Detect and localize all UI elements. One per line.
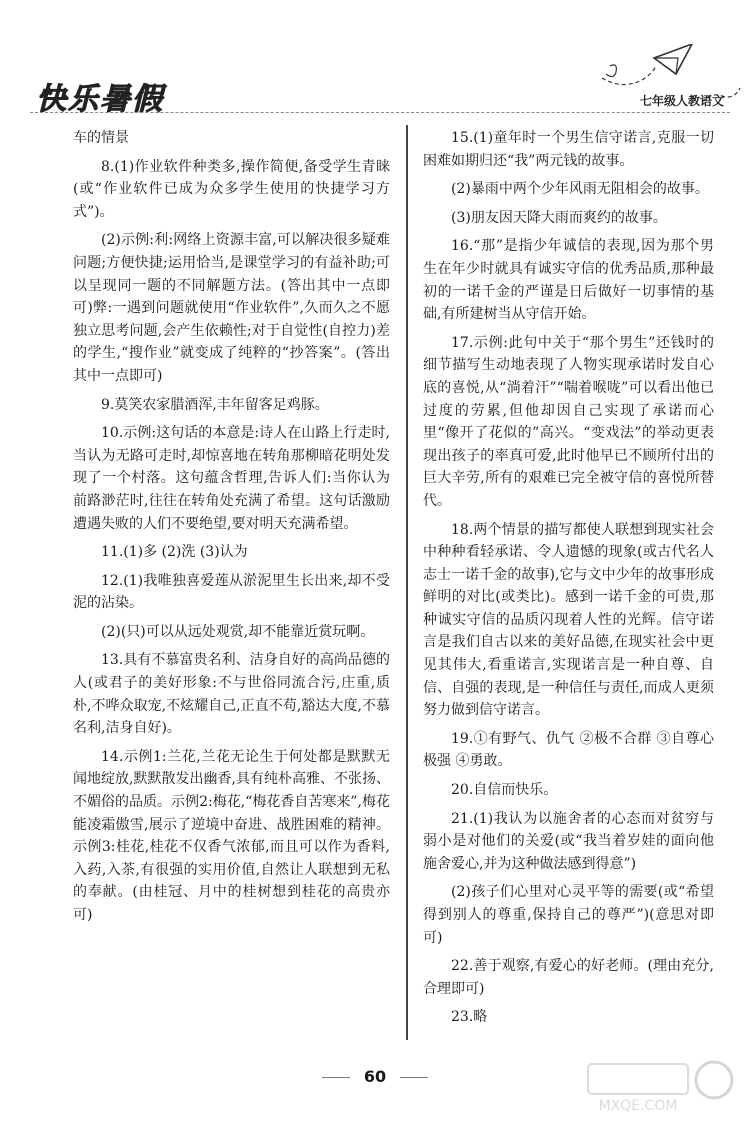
answer-paragraph: 19.①有野气、仇气 ②极不合群 ③自尊心极强 ④勇敢。 bbox=[423, 730, 714, 770]
answer-paragraph: (2)孩子们心里对心灵平等的需要(或“希望得到别人的尊重,保持自己的尊严”)(意思对即可) bbox=[423, 884, 714, 946]
page-number: 60 bbox=[0, 1067, 750, 1086]
answer-paragraph: 12.(1)我唯独喜爱莲从淤泥里生长出来,却不受泥的沾染。 bbox=[73, 572, 390, 612]
page-header bbox=[0, 0, 750, 115]
answer-paragraph: 16.“那”是指少年诚信的表现,因为那个男生在年少时就具有诚实守信的优秀品质,那种最初的一诺千金的严谨是日后做好一切事情的基础,有所建树当从守信开始。 bbox=[423, 238, 714, 323]
left-answer-column bbox=[73, 127, 390, 933]
answer-paragraph: 17.示例:此句中关于“那个男生”还钱时的细节描写生动地表现了人物实现承诺时发自心底的喜悦,从“淌着汗”“喘着喉咙”可以看出他已过度的劳累,但他却因自己实现了承诺而心里“像开了花似的”高兴。“变戏法”的举动更表现出孩子的率真可爱,此时他早已不顾所付出的巨大辛劳,所有的艰难已完全被守信的喜悦所替代。 bbox=[423, 334, 714, 509]
answer-paragraph: (2)示例:利:网络上资源丰富,可以解决很多疑难问题;方便快捷;运用恰当,是课堂学习的有益补助;可以呈现同一题的不同解题方法。(答出其中一点即可)弊:一遇到问题就使用“作业软件”,久而久之不愿独立思考问题,会产生依赖性;对于自觉性(自控力)差的学生,“搜作业”就变成了纯粹的“抄答案”。(答出其中一点即可) bbox=[73, 232, 390, 384]
answer-paragraph: 15.(1)童年时一个男生信守诺言,克服一切困难如期归还“我”两元钱的故事。 bbox=[423, 130, 714, 169]
answer-paragraph: 14.示例1:兰花,兰花无论生于何处都是默默无闻地绽放,默默散发出幽香,具有纯朴高雅、不张扬、不媚俗的品质。示例2:梅花,“梅花香自苦寒来”,梅花能凌霜傲雪,展示了逆境中奋进、战胜困难的精神。示例3:桂花,桂花不仅香气浓郁,而且可以作为香料,入药,入茶,有很强的实用价值,自然让人联想到无私的奉献。(由桂冠、月中的桂树想到桂花的高贵亦可) bbox=[73, 748, 390, 923]
answer-paragraph: 10.示例:这句话的本意是:诗人在山路上行走时,当认为无路可走时,却惊喜地在转角那柳暗花明处发现了一个村落。这句蕴含哲理,告诉人们:当你认为前路渺茫时,往往在转角处充满了希望。这句话激励遭遇失败的人们不要绝望,要对明天充满希望。 bbox=[73, 425, 390, 532]
answer-paragraph: 22.善于观察,有爱心的好老师。(理由充分,合理即可) bbox=[423, 958, 714, 997]
answer-paragraph: (2)(只)可以从远处观赏,却不能靠近赏玩啊。 bbox=[101, 623, 375, 640]
answer-paragraph: 9.莫笑农家腊酒浑,丰年留客足鸡豚。 bbox=[101, 396, 329, 413]
answer-paragraph: (3)朋友因天降大雨而爽约的故事。 bbox=[451, 209, 667, 226]
answer-paragraph: 11.(1)多 (2)洗 (3)认为 bbox=[101, 544, 248, 561]
answer-paragraph: 8.(1)作业软件种类多,操作简便,备受学生青睐(或“作业软件已成为众多学生使用的快捷学习方式”)。 bbox=[73, 158, 390, 220]
answer-paragraph: (2)暴雨中两个少年风雨无阻相会的故事。 bbox=[451, 181, 709, 198]
answer-paragraph: 13.具有不慕富贵名利、洁身自好的高尚品德的人(或君子的美好形象:不与世俗同流合污,庄重,质朴,不哗众取宠,不炫耀自己,正直不苟,豁达大度,不慕名利,洁身自好)。 bbox=[73, 652, 390, 737]
grade-subject-label: 七年级人教语文 bbox=[639, 94, 724, 108]
answer-paragraph: 20.自信而快乐。 bbox=[451, 782, 558, 799]
header-divider bbox=[30, 112, 730, 113]
answer-paragraph: 23.略 bbox=[451, 1009, 488, 1026]
book-logo: 快乐暑假 bbox=[36, 82, 164, 117]
answer-paragraph: 车的情景 bbox=[73, 130, 129, 146]
watermark-logo bbox=[582, 1056, 742, 1116]
right-answer-column bbox=[423, 127, 714, 1035]
column-divider bbox=[406, 125, 408, 1040]
svg-text:MXQE.COM: MXQE.COM bbox=[598, 1098, 678, 1114]
answer-paragraph: 18.两个情景的描写都使人联想到现实社会中种种看轻承诺、令人遗憾的现象(或古代名人志士一诺千金的故事),它与文中少年的故事形成鲜明的对比(或类比)。感到一诺千金的可贵,那种诚实守信的品质闪现着人性的光辉。信守诺言是我们自古以来的美好品德,在现实社会中更见其伟大,看重诺言,实现诺言是一种自尊、自信、自强的表现,是一种信任与责任,而成人更须努力做到信守诺言。 bbox=[423, 521, 714, 719]
answer-paragraph: 21.(1)我认为以施舍者的心态而对贫穷与弱小是对他们的关爱(或“我当着岁娃的面向他施舍爱心,并为这种做法感到得意”) bbox=[423, 810, 714, 872]
